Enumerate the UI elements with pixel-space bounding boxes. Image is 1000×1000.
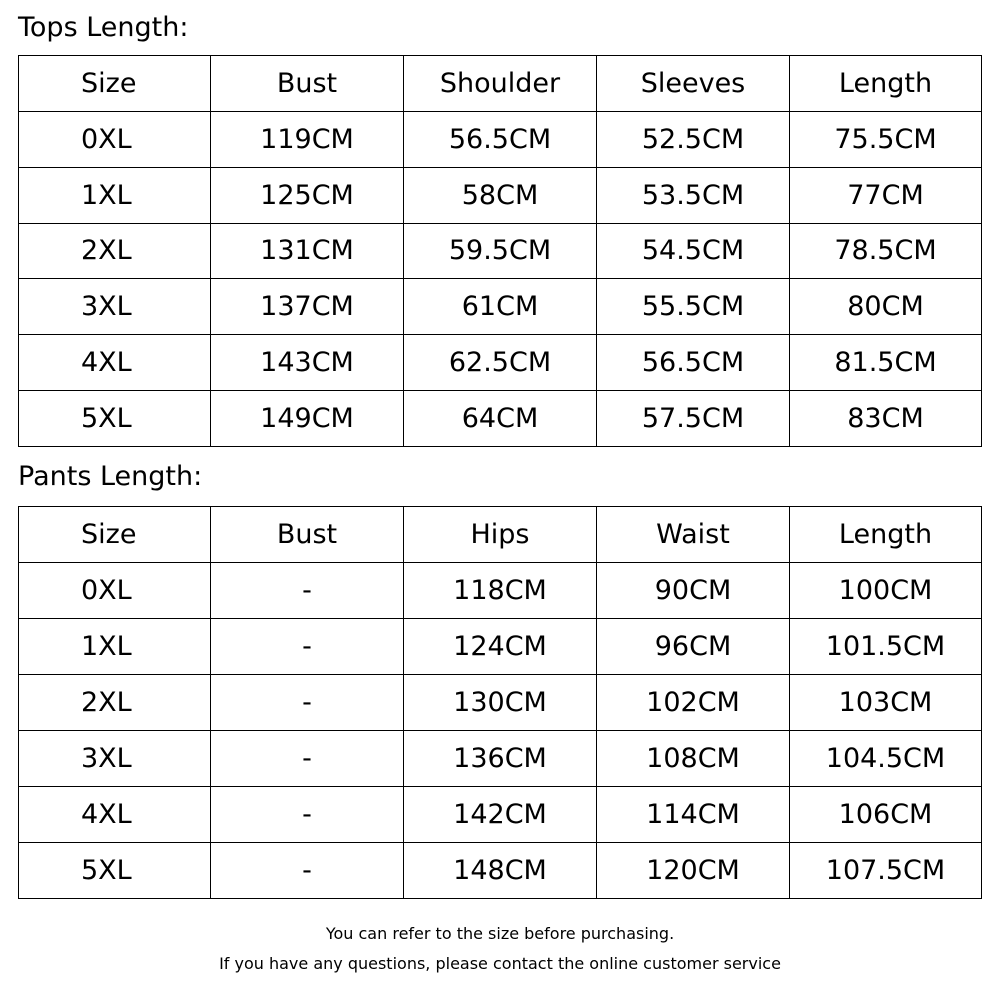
table-row [19, 223, 982, 279]
waist-cell: 114CM [597, 787, 790, 843]
table-row [19, 675, 982, 731]
footer-note-contact: If you have any questions, please contact the online customer service [219, 954, 781, 973]
length-cell: 81.5CM [790, 335, 982, 391]
length-cell: 107.5CM [790, 843, 982, 899]
size-cell: 5XL [19, 843, 211, 899]
waist-cell: 102CM [597, 675, 790, 731]
size-cell: 2XL [19, 675, 211, 731]
footer-note-refer: You can refer to the size before purchasing. [325, 924, 675, 943]
sleeves-cell: 52.5CM [597, 111, 790, 167]
waist-cell: 90CM [597, 563, 790, 619]
shoulder-cell: 61CM [404, 279, 597, 335]
hips-cell: 118CM [404, 563, 597, 619]
size-cell: 4XL [19, 335, 211, 391]
bust-cell: - [211, 675, 404, 731]
sleeves-cell: 53.5CM [597, 167, 790, 223]
bust-cell: - [211, 619, 404, 675]
size-cell: 3XL [19, 279, 211, 335]
hips-cell: 130CM [404, 675, 597, 731]
length-cell: 77CM [790, 167, 982, 223]
header-cell-sleeves: Sleeves [597, 56, 790, 112]
hips-cell: 124CM [404, 619, 597, 675]
table-header-row [19, 507, 982, 563]
hips-cell: 148CM [404, 843, 597, 899]
bust-cell: - [211, 563, 404, 619]
size-cell: 3XL [19, 731, 211, 787]
sleeves-cell: 55.5CM [597, 279, 790, 335]
table-row [19, 787, 982, 843]
shoulder-cell: 62.5CM [404, 335, 597, 391]
length-cell: 104.5CM [790, 731, 982, 787]
length-cell: 83CM [790, 391, 982, 447]
bust-cell: - [211, 843, 404, 899]
header-cell-hips: Hips [404, 507, 597, 563]
header-cell-bust: Bust [211, 56, 404, 112]
table-row [19, 335, 982, 391]
header-cell-shoulder: Shoulder [404, 56, 597, 112]
bust-cell: 137CM [211, 279, 404, 335]
table-row [19, 731, 982, 787]
header-cell-bust: Bust [211, 507, 404, 563]
shoulder-cell: 64CM [404, 391, 597, 447]
bust-cell: - [211, 787, 404, 843]
table-row [19, 563, 982, 619]
bust-cell: 149CM [211, 391, 404, 447]
length-cell: 100CM [790, 563, 982, 619]
pants-size-table [18, 506, 982, 899]
sleeves-cell: 56.5CM [597, 335, 790, 391]
bust-cell: 125CM [211, 167, 404, 223]
tops-length-title: Tops Length: [18, 12, 189, 43]
size-cell: 1XL [19, 167, 211, 223]
shoulder-cell: 59.5CM [404, 223, 597, 279]
header-cell-size: Size [19, 56, 211, 112]
length-cell: 106CM [790, 787, 982, 843]
table-row [19, 279, 982, 335]
header-cell-waist: Waist [597, 507, 790, 563]
table-row [19, 167, 982, 223]
size-cell: 2XL [19, 223, 211, 279]
table-header-row [19, 56, 982, 112]
hips-cell: 136CM [404, 731, 597, 787]
header-cell-length: Length [790, 56, 982, 112]
pants-length-title: Pants Length: [18, 461, 203, 492]
table-row [19, 111, 982, 167]
bust-cell: 131CM [211, 223, 404, 279]
bust-cell: 143CM [211, 335, 404, 391]
size-cell: 0XL [19, 111, 211, 167]
tops-size-table [18, 55, 982, 447]
header-cell-size: Size [19, 507, 211, 563]
size-cell: 5XL [19, 391, 211, 447]
sleeves-cell: 57.5CM [597, 391, 790, 447]
size-cell: 4XL [19, 787, 211, 843]
length-cell: 80CM [790, 279, 982, 335]
length-cell: 75.5CM [790, 111, 982, 167]
sleeves-cell: 54.5CM [597, 223, 790, 279]
bust-cell: 119CM [211, 111, 404, 167]
size-cell: 1XL [19, 619, 211, 675]
header-cell-length: Length [790, 507, 982, 563]
size-cell: 0XL [19, 563, 211, 619]
bust-cell: - [211, 731, 404, 787]
shoulder-cell: 58CM [404, 167, 597, 223]
waist-cell: 120CM [597, 843, 790, 899]
waist-cell: 108CM [597, 731, 790, 787]
length-cell: 101.5CM [790, 619, 982, 675]
length-cell: 103CM [790, 675, 982, 731]
hips-cell: 142CM [404, 787, 597, 843]
table-row [19, 843, 982, 899]
table-row [19, 619, 982, 675]
waist-cell: 96CM [597, 619, 790, 675]
length-cell: 78.5CM [790, 223, 982, 279]
table-row [19, 391, 982, 447]
shoulder-cell: 56.5CM [404, 111, 597, 167]
